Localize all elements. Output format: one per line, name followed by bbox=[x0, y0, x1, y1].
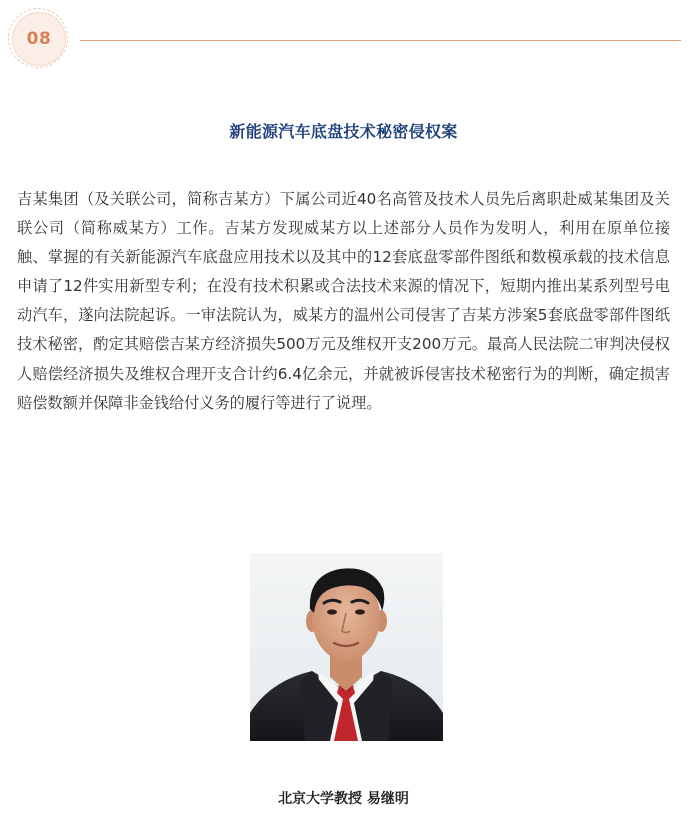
section-header bbox=[0, 0, 687, 80]
header-divider bbox=[80, 40, 681, 41]
article-body: 吉某集团（及关联公司，简称吉某方）下属公司近40名高管及技术人员先后离职赴威某集团及关联公司（简称威某方）工作。吉某方发现威某方以上述部分人员作为发明人，利用在原单位接触、掌握的有关新能源汽车底盘应用技术以及其中的12套底盘零部件图纸和数模承载的技术信息申请了12件实用新型专利；在没有技术积累或合法技术来源的情况下，短期内推出某系列型号电动汽车，遂向法院起诉。一审法院认为，威某方的温州公司侵害了吉某方涉案5套底盘零部件图纸技术秘密，酌定其赔偿吉某方经济损失500万元及维权开支200万元。最高人民法院二审判决侵权人赔偿经济损失及维权合理开支合计约6.4亿余元，并就被诉侵害技术秘密行为的判断，确定损害赔偿数额并保障非金钱给付义务的履行等进行了说理。 bbox=[17, 190, 670, 412]
expert-caption: 北京大学教授 易继明 bbox=[278, 791, 409, 807]
section-number: 08 bbox=[26, 29, 52, 49]
expert-portrait bbox=[250, 553, 443, 741]
section-number-badge bbox=[13, 13, 65, 65]
portrait-illustration bbox=[250, 553, 443, 741]
article-title: 新能源汽车底盘技术秘密侵权案 bbox=[229, 122, 458, 141]
